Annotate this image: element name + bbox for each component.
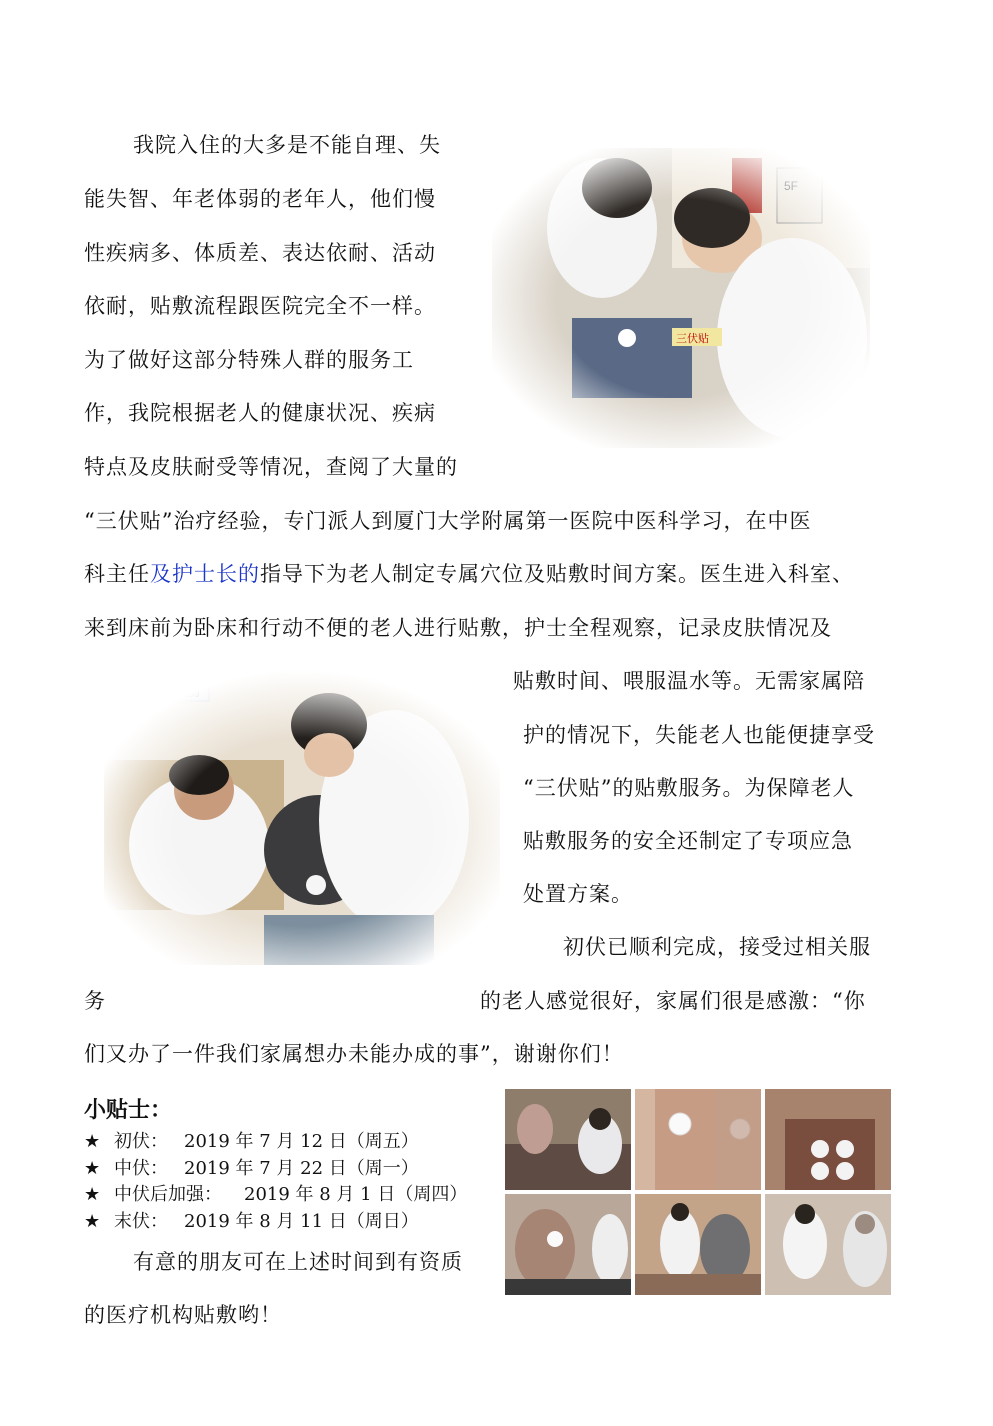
para-text: 指导下为老人制定专属穴位及贴敷时间方案。医生进入科室、	[260, 562, 854, 586]
para-line: 们又办了一件我们家属想办未能办成的事”，谢谢你们！	[84, 1042, 624, 1066]
tips-closing: 有意的朋友可在上述时间到有资质	[133, 1250, 463, 1274]
photo-nurses-applying-patches	[492, 148, 870, 448]
para-line: 处置方案。	[523, 882, 633, 906]
tip-label: 中伏：	[114, 1158, 168, 1179]
para-line	[84, 562, 854, 586]
para-line: 的老人感觉很好，家属们很是感激：“你	[480, 989, 866, 1013]
tip-item	[84, 1131, 419, 1153]
para-line: 性疾病多、体质差、表达依耐、活动	[84, 241, 436, 265]
tip-item	[84, 1211, 419, 1233]
tips-closing: 的医疗机构贴敷哟！	[84, 1303, 282, 1327]
collage-photo	[635, 1089, 761, 1190]
para-line: 护的情况下，失能老人也能便捷享受	[523, 723, 875, 747]
para-line: 我院入住的大多是不能自理、失	[133, 133, 441, 157]
para-line: “三伏贴”治疗经验，专门派人到厦门大学附属第一医院中医科学习，在中医	[84, 509, 812, 533]
para-line: “三伏贴”的贴敷服务。为保障老人	[523, 776, 855, 800]
para-line: 初伏已顺利完成，接受过相关服	[563, 935, 871, 959]
para-line: 依耐，贴敷流程跟医院完全不一样。	[84, 294, 436, 318]
tip-item	[84, 1158, 419, 1180]
para-line: 为了做好这部分特殊人群的服务工	[84, 348, 414, 372]
collage-photo	[765, 1194, 891, 1295]
tip-date: 2019 年 8 月 11 日（周日）	[184, 1211, 419, 1232]
star-icon: ★	[84, 1158, 101, 1179]
tip-label: 末伏：	[114, 1211, 168, 1232]
star-icon: ★	[84, 1211, 101, 1232]
para-line: 来到床前为卧床和行动不便的老人进行贴敷，护士全程观察，记录皮肤情况及	[84, 616, 832, 640]
tip-date: 2019 年 7 月 22 日（周一）	[184, 1158, 419, 1179]
tip-label: 初伏：	[114, 1131, 168, 1152]
collage-photo	[635, 1194, 761, 1295]
collage-photo	[505, 1194, 631, 1295]
tip-label: 中伏后加强：	[114, 1184, 222, 1205]
photo-nurses-with-patient	[104, 670, 500, 965]
collage-photo	[505, 1089, 631, 1190]
collage-photo	[765, 1089, 891, 1190]
photo-collage	[505, 1089, 891, 1295]
tip-item	[84, 1184, 467, 1206]
para-line: 贴敷服务的安全还制定了专项应急	[523, 829, 853, 853]
tip-date: 2019 年 8 月 1 日（周四）	[244, 1184, 468, 1205]
star-icon: ★	[84, 1131, 101, 1152]
para-line: 务	[84, 989, 106, 1013]
para-line: 能失智、年老体弱的老年人，他们慢	[84, 187, 436, 211]
highlighted-text: 及护士长的	[150, 562, 260, 586]
para-text: 科主任	[84, 562, 150, 586]
tips-title: 小贴士：	[84, 1097, 173, 1123]
tip-date: 2019 年 7 月 12 日（周五）	[184, 1131, 419, 1152]
para-line: 作，我院根据老人的健康状况、疾病	[84, 401, 436, 425]
para-line: 贴敷时间、喂服温水等。无需家属陪	[513, 669, 865, 693]
para-line: 特点及皮肤耐受等情况，查阅了大量的	[84, 455, 458, 479]
star-icon: ★	[84, 1184, 101, 1205]
